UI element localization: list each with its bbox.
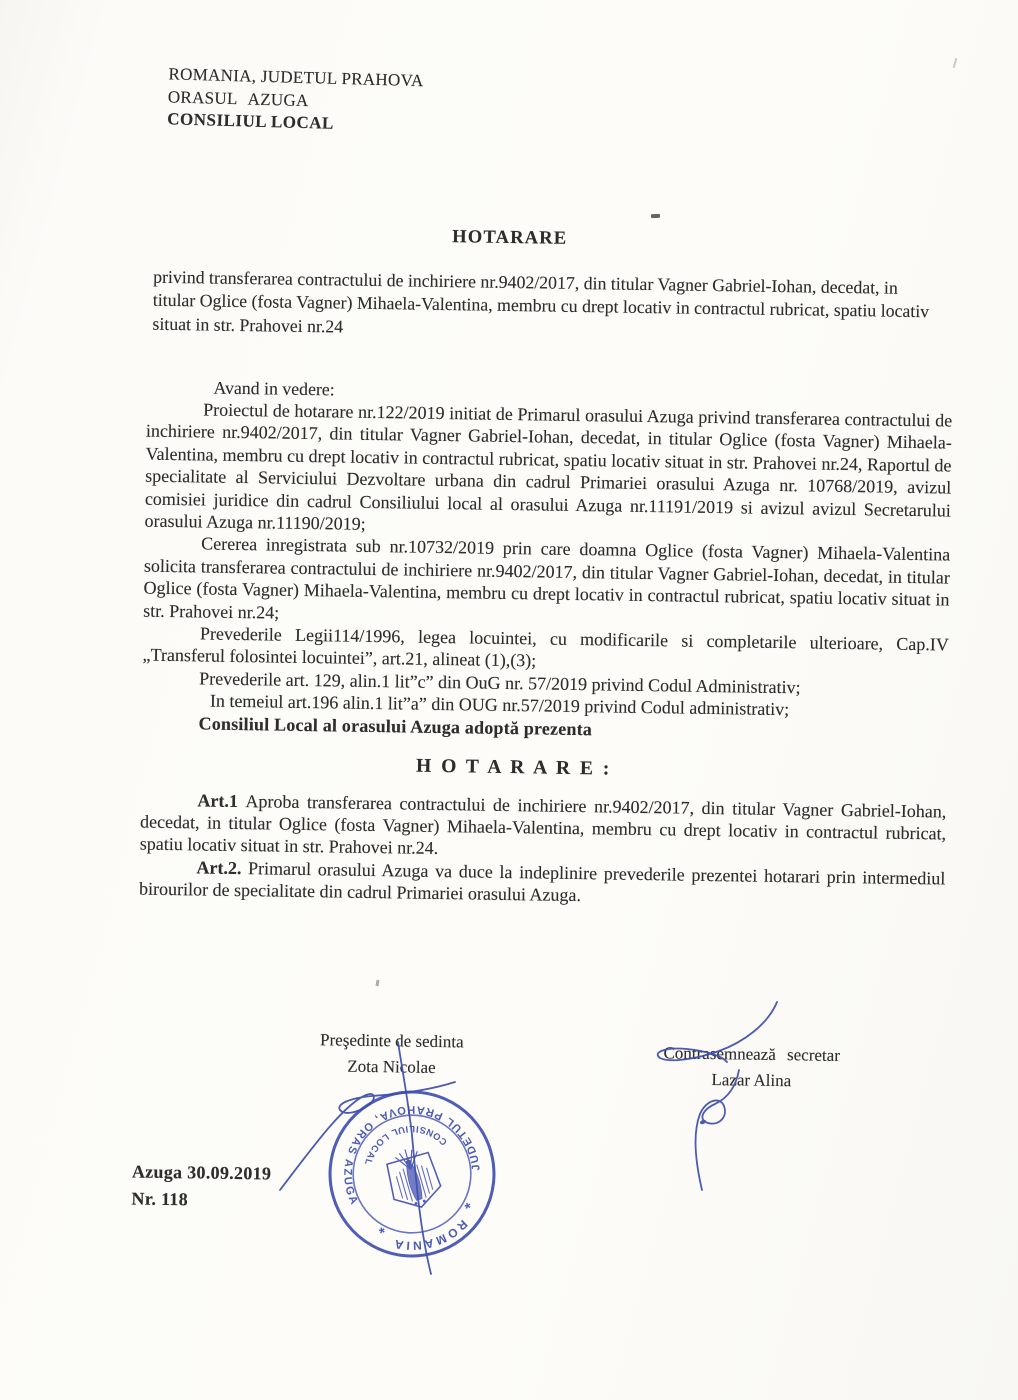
secretary-signature-ink [658,1002,777,1190]
recital-4: Prevederile art. 129, alin.1 lit”c” din OuG nr. 57/2019 privind Codul Administrativ; [199,668,801,698]
document-subtitle: privind transferarea contractului de inchiriere nr.9402/2017, din titular Vagner Gabriel-Iohan, decedat, in titular Oglice (fosta Vagner) Mihaela-Valentina, membru cu drept locativ in contractul rubricat, spatiu locativ situat in str. Prahovei nr.24 [152,266,930,337]
document-title: HOTARARE [452,227,568,249]
letterhead-city: ORASUL AZUGA [167,86,309,110]
president-name: Zota Nicolae [347,1056,436,1077]
scan-artifact-dash [651,214,660,218]
article-2-label: Art.2. [196,857,242,878]
stamp-inner-text: CONSILIUL LOCAL [362,1123,450,1168]
recital-3: Prevederile Legii114/1996, legea locuintei, cu modificarile si completarile ulterioare, Cap.IV „Transferul folosintei locuintei”, art.21, alineat (1),(3); [142,623,949,671]
president-role: Preşedinte de sedinta [319,1030,464,1052]
stamp-star-left: * [377,1224,388,1243]
president-signature-ink [280,1042,455,1274]
stamp-outer-text: JUDETUL PRAHOVA, ORAS AZUGA [341,1103,483,1208]
letterhead-institution: CONSILIUL LOCAL [167,109,335,133]
article-1-text: Aproba transferarea contractului de inchiriere nr.9402/2017, din titular Vagner Gabriel-Iohan, decedat, in titular Oglice (fosta Vagner) Mihaela-Valentina, membru cu drept locativ in contractul rubricat, spatiu locativ situat in str. Prahovei nr.24. [139,790,947,859]
issue-number: Nr. 118 [131,1188,189,1210]
secretary-name: Lazar Alina [711,1070,792,1091]
article-1-label: Art.1 [197,789,239,811]
issue-place-date: Azuga 30.09.2019 [131,1161,272,1184]
recital-2: Cererea inregistrata sub nr.10732/2019 prin care doamna Oglice (fosta Vagner) Mihaela-Valentina solicita transferarea contractului de inchiriere nr.9402/2017, din titular Vagner Gabriel-Iohan, decedat, in titular Oglice (fosta Vagner) Mihaela-Valentina, membru cu drept locativ in contractul rubricat, spatiu locativ situat in str. Prahovei nr.24; [143,533,951,623]
letterhead-country-county: ROMANIA, JUDETUL PRAHOVA [168,64,424,91]
article-2-text: Primarul orasului Azuga va duce la indeplinire prevederile prezentei hotarari prin intermediul birourilor de specialitate din cadrul Primariei orasului Azuga. [138,857,946,906]
recital-1: Proiectul de hotarare nr.122/2019 initiat de Primarul orasului Azuga privind transferarea contractului de inchiriere nr.9402/2017, din titular Vagner Gabriel-Iohan, decedat, in titular Oglice (fosta Vagner) Mihaela-Valentina, membru cu drept locativ in contractul rubricat, spatiu locativ situat in str. Prahovei nr.24, Raportul de specialitate al Serviciului Dezvoltare urbana din cadrul Primariei orasului Azuga nr. 10768/2019, avizul comisiei juridice din cadrul Consiliului local al orasului Azuga nr.11191/2019 si avizul avizul Secretarului orasului Azuga nr.11190/2019; [144,399,953,534]
secretary-role: Contrasemnează secretar [663,1043,841,1065]
preamble-heading: Avand in vedere: [213,377,335,400]
stamp-star-right: * [463,1199,474,1218]
stamp-bottom-text: ROMANIA [390,1217,471,1253]
recital-5: In temeiul art.196 alin.1 lit”a” din OUG nr.57/2019 privind Codul administrativ; [209,690,790,720]
adoption-clause: Consiliul Local al orasului Azuga adoptă prezenta [198,713,593,739]
decision-heading: H O T A R A R E : [415,755,612,780]
